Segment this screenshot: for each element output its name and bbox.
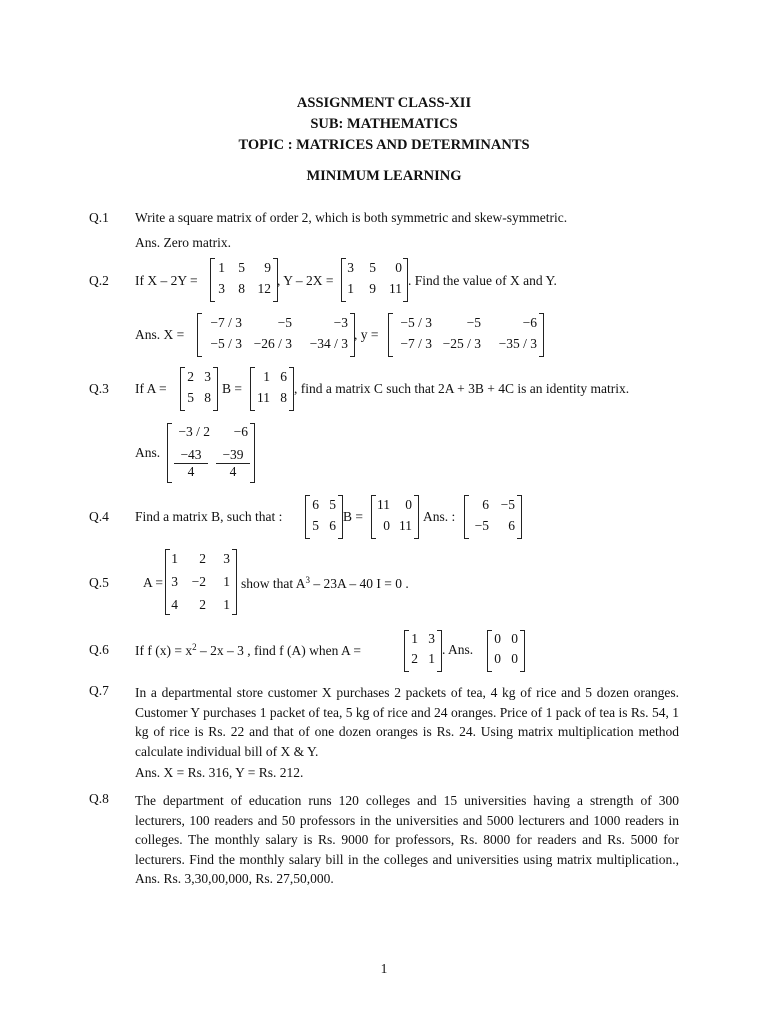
q2-text-1: If X – 2Y = (135, 273, 198, 288)
q3-answer-matrix: −3 / 2 −6 $\frac{-43}{4}$ $\frac{-39}{4}$ (167, 423, 255, 483)
q3-number: Q.3 (89, 381, 109, 396)
q1-text: Write a square matrix of order 2, which is both symmetric and skew-symmetric. (135, 210, 568, 225)
q2-answer-y-label: , y = (354, 327, 379, 342)
q6-text-2: . Ans. (442, 642, 474, 657)
q4-matrix-2: 11 0 0 11 (371, 495, 419, 539)
q8-number: Q.8 (89, 791, 109, 806)
q4-text-3: Ans. : (423, 509, 456, 524)
q3-text-2: B = (222, 381, 242, 396)
q3-matrix-a: 2 3 5 8 (180, 367, 218, 411)
q7-text: In a departmental store customer X purchases 2 packets of tea, 4 kg of rice and 5 dozen oranges. Customer Y purchases 1 packet of tea, 5 kg of rice and 24 oranges. Price of 1 pack of tea is Rs. 54, 1 kg of rice is Rs. 22 and that of one dozen oranges is Rs. 24. Using matrix multiplication method calculate individual bill of X & Y. (135, 685, 679, 759)
header-assignment: ASSIGNMENT CLASS-XII (296, 95, 472, 111)
q2-matrix-2: 3 5 0 1 9 11 (341, 258, 408, 302)
header-topic: TOPIC : MATRICES AND DETERMINANTS (238, 137, 530, 153)
q3-text-1: If A = (135, 381, 167, 396)
q2-text-3: . Find the value of X and Y. (408, 273, 557, 288)
q4-text-1: Find a matrix B, such that : (135, 509, 283, 524)
q2-matrix-1: 1 5 9 3 8 12 (210, 258, 278, 302)
q4-text-2: B = (343, 509, 363, 524)
q6-matrix-a: 1 3 2 1 (404, 630, 442, 672)
q8-text: The department of education runs 120 colleges and 15 universities having a strength of 300 lecturers, 100 readers and 50 professors in the universities and 5000 lecturers and 1000 readers in colleges. The monthly salary is Rs. 9000 for professors, Rs. 8000 for readers and Rs. 5000 for lecturers. Find the monthly salary bill in the colleges and universities using matrix multiplication., Ans. Rs. 3,30,00,000, Rs. 27,50,000. (135, 793, 679, 886)
q4-number: Q.4 (89, 509, 109, 524)
page-number: 1 (380, 961, 388, 976)
q1-number: Q.1 (89, 210, 109, 225)
q2-answer-matrix-x: −7 / 3 −5 −3 −5 / 3 −26 / 3 −34 / 3 (197, 313, 355, 357)
q4-answer-matrix: 6 −5 −5 6 (464, 495, 522, 539)
q2-answer-matrix-y: −5 / 3 −5 −6 −7 / 3 −25 / 3 −35 / 3 (388, 313, 544, 357)
q7-number: Q.7 (89, 683, 109, 698)
q5-number: Q.5 (89, 575, 109, 590)
q3-text-3: , find a matrix C such that 2A + 3B + 4C is an identity matrix. (294, 381, 630, 396)
q7-answer: Ans. X = Rs. 316, Y = Rs. 212. (135, 765, 304, 780)
q4-matrix-1: 6 5 5 6 (305, 495, 343, 539)
q3-answer-label: Ans. (135, 445, 161, 460)
q6-answer-matrix: 0 0 0 0 (487, 630, 525, 672)
q6-text-1: If f $(x) = x^2 - 2x - 3$ , find f (A) when A = (135, 642, 361, 658)
q3-matrix-b: 1 6 11 8 (250, 367, 294, 411)
q5-text-1: A = (143, 575, 163, 590)
q3-answer-fraction-1: $\frac{-43}{4}$ (174, 447, 208, 480)
header-section: MINIMUM LEARNING (306, 168, 462, 184)
q5-text-2: show that $A^3 - 23A - 40$ I = 0 . (241, 575, 409, 591)
q2-answer-label: Ans. X = (135, 327, 185, 342)
q2-text-2: , Y – 2X = (277, 273, 334, 288)
q6-number: Q.6 (89, 642, 109, 657)
q5-matrix: 1 2 3 3 −2 1 4 2 1 (165, 549, 237, 615)
q1-answer: Ans. Zero matrix. (135, 235, 231, 250)
q2-number: Q.2 (89, 273, 109, 288)
header-subject: SUB: MATHEMATICS (310, 116, 458, 132)
q3-answer-fraction-2: $\frac{-39}{4}$ (216, 447, 250, 480)
